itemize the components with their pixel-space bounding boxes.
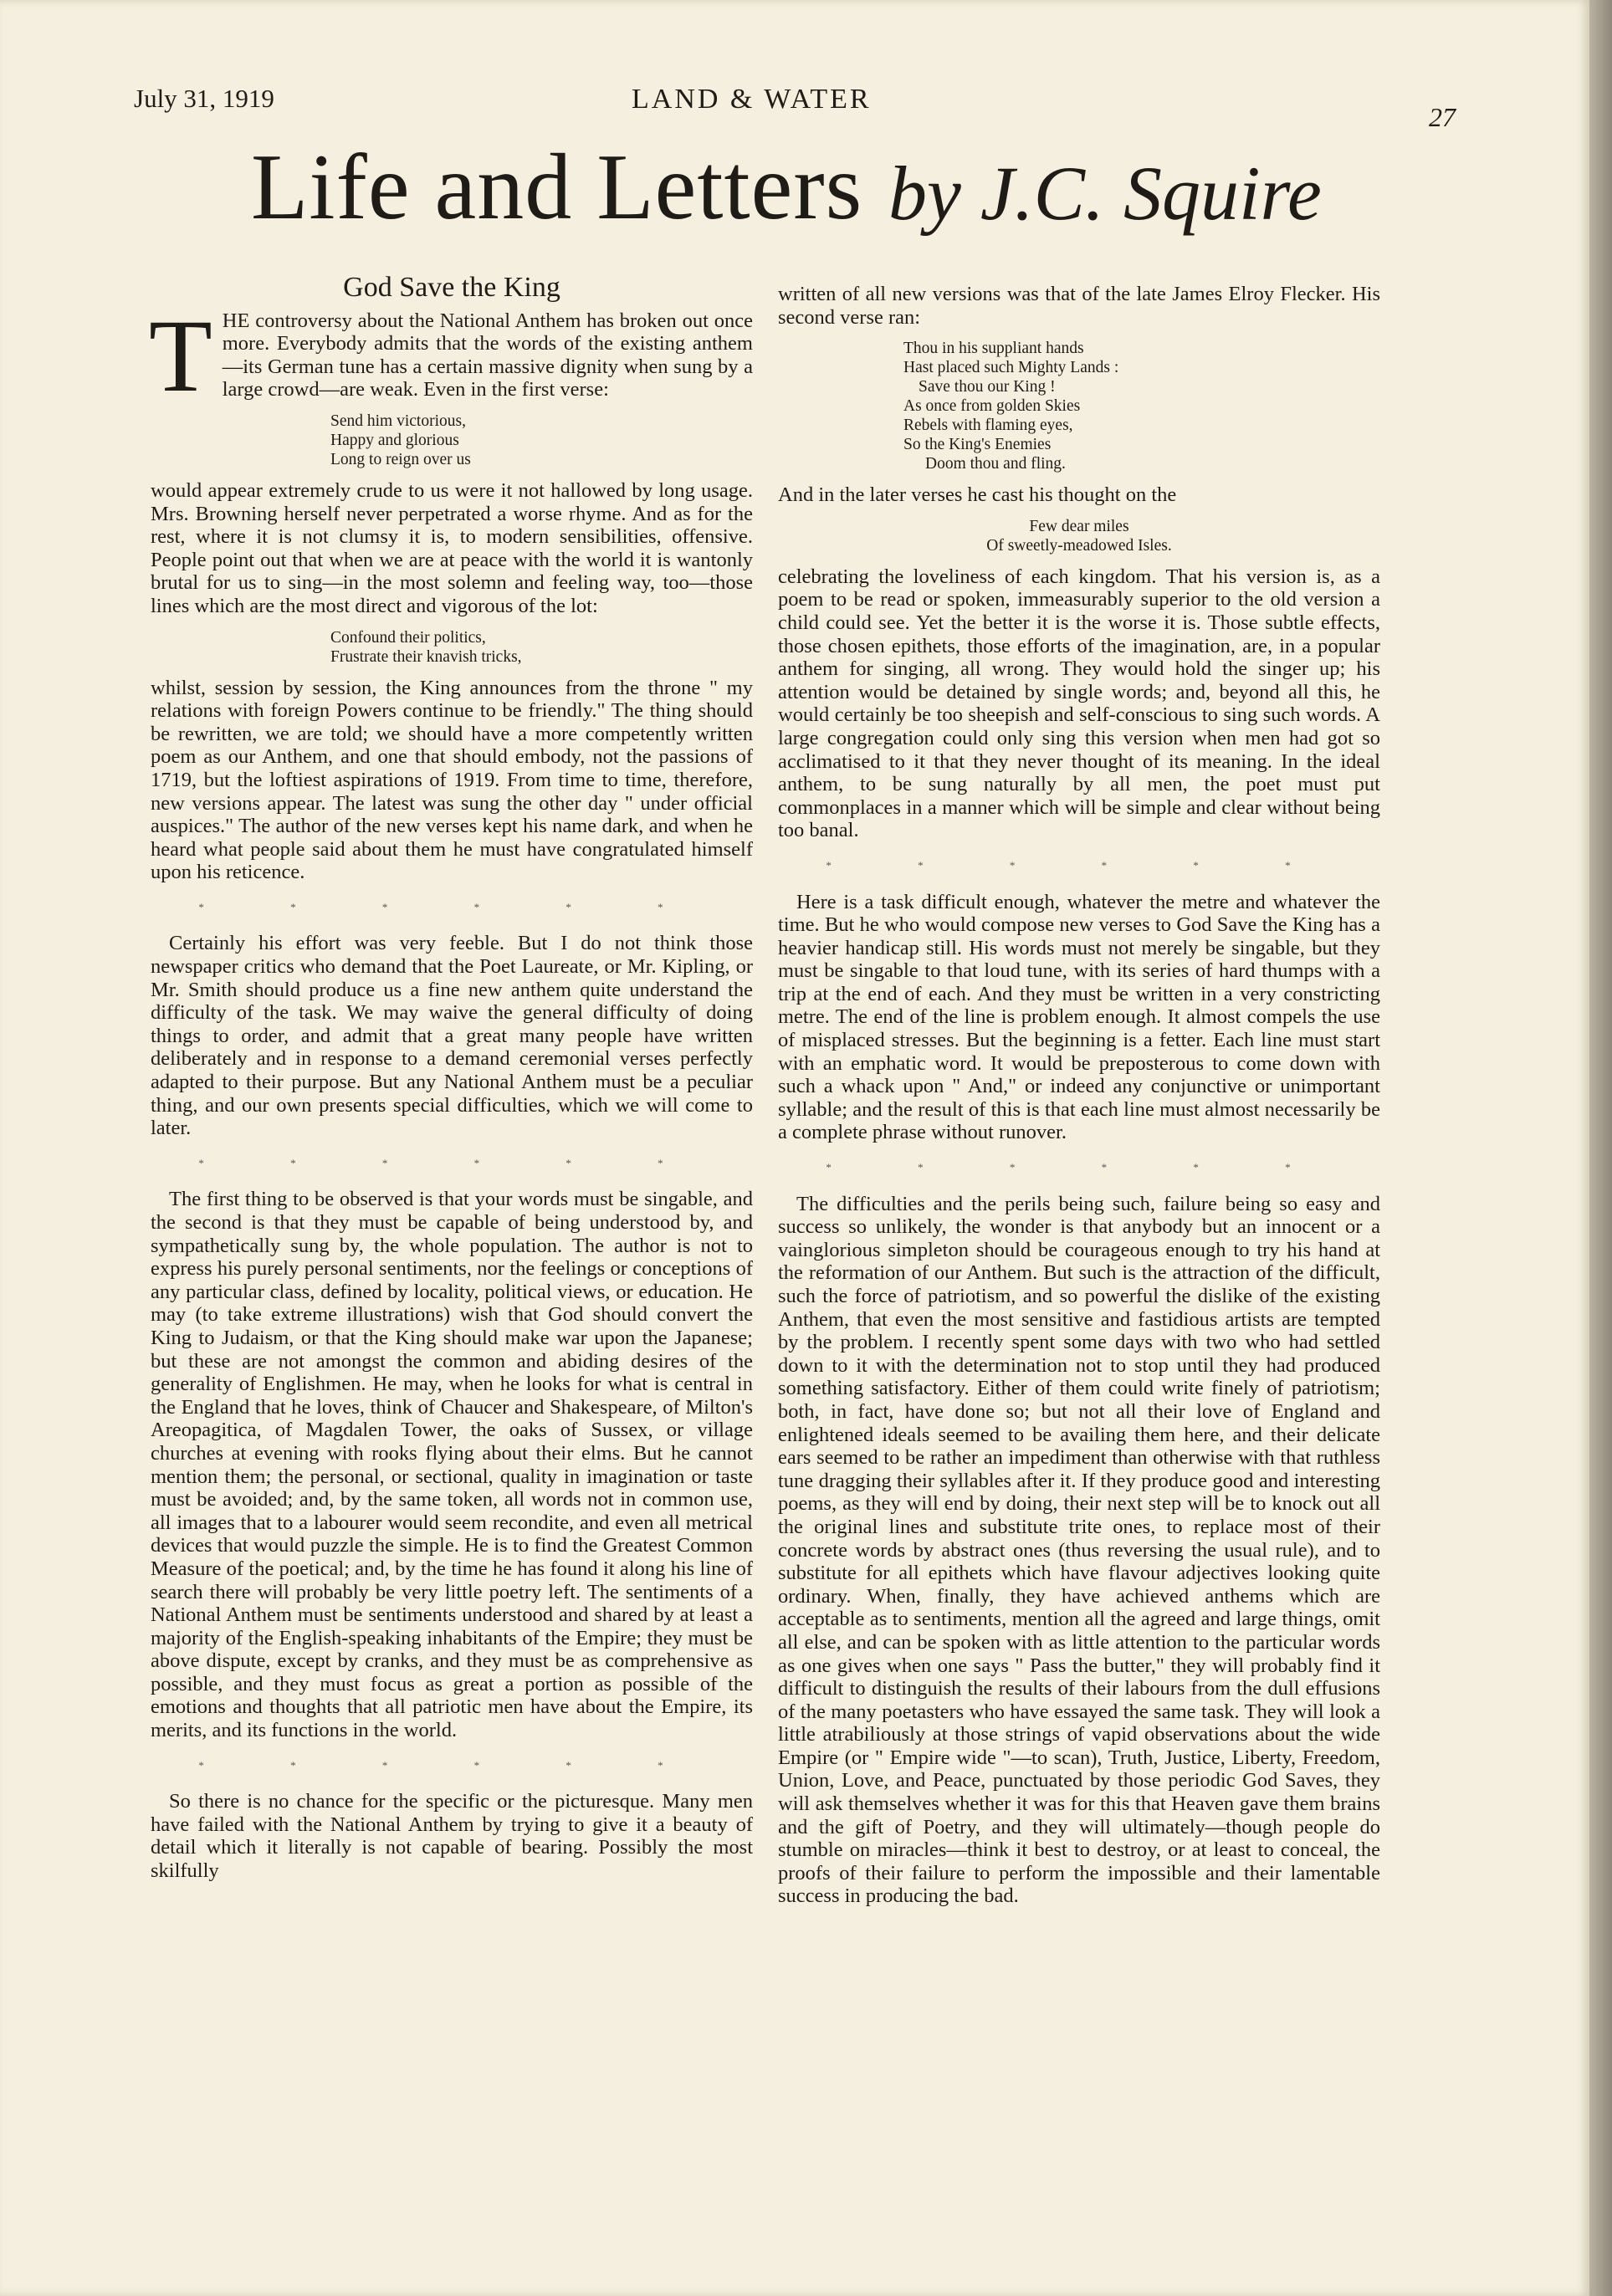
verse-quote [330, 628, 753, 667]
verse-quote [903, 339, 1380, 473]
author-byline: by J.C. Squire [888, 151, 1322, 236]
verse-line: Happy and glorious [330, 431, 459, 449]
paragraph: celebrating the loveliness of each kingdom. That his version is, as a poem to be read or spoken, immeasurably superior to the old version a child could see. Yet the better it is the worse it is. Those subtle effects, those chosen epithets, those efforts of the imagination, are, in a popular anthem for singing, all wrong. They would hold the singer up; his attention would be detained by single words; and, beyond all this, he would certainly be too sheepish and self-conscious to sing such words. A large congregation could only sing this version when men had got so acclimatised to it that they never thought of its meaning. In the ideal anthem, to be sung naturally by all men, the poet must put commonplaces in a manner which will be simple and clear without being too banal. [778, 565, 1380, 842]
verse-line: Thou in his suppliant hands [903, 340, 1084, 358]
paragraph: Here is a task difficult enough, whatever the metre and whatever the time. But he who would compose new verses to God Save the King has a heavier handicap still. His words must not merely be singable, but they must be singable to that loud tune, with its series of hard thumps with a trip at the end of each. And they must be written in a very constricting metre. The end of the line is problem enough. It almost compels the use of misplaced stresses. But the beginning is a fetter. Each line must start with an emphatic word. It would be preposterous to come down with such a whack upon " And," or indeed any conjunctive or unimportant syllable; and the result of this is that each line must almost necessarily be a complete phrase without runover. [778, 890, 1380, 1144]
paragraph: The difficulties and the perils being such, failure being so easy and success so unlikely, the wonder is that anybody but an innocent or a vainglorious simpleton should be courageous enough to try his hand at the reformation of our Anthem. But such is the attraction of the difficult, such the force of patriotism, and so powerful the dislike of the existing Anthem, that even the most sensitive and fastidious artists are tempted by the problem. I recently spent some days with two who had settled down to it with the determination not to stop until they had produced something satisfactory. Either of them could write finely of patriotism; both, in fact, have done so; but not all their love of England and enlightened ideals seemed to be availing them here, and their delicate ears seemed to be rather an impediment than otherwise with that ruthless tune dragging their syllables after it. If they produce good and interesting poems, as they will end by doing, their next step will be to knock out all the original lines and substitute trite ones, to replace most of their concrete words by abstract ones (thus reversing the usual rule), and to substitute for all epithets which have flavour adjectives looking quite ordinary. When, finally, they have achieved anthems which are acceptable as to sentiments, mention all the agreed and large things, omit all else, and can be spoken with as little attention to the particular words as one gives when one says " Pass the butter," they will probably find it difficult to distinguish the results of their labours from the dull effusions of the many poetasters who have essayed the same task. They will look a little atrabiliously at those strings of vapid observations about the wide Empire (or " Empire wide "—to scan), Truth, Justice, Liberty, Freedom, Union, Love, and Peace, punctuated by those periodic God Saves, they will ask themselves whether it was for this that Heaven gave them brains and the gift of Poetry, and they will ultimately—though people do stumble on miracles—think it best to destroy, or at least to conceal, the proofs of their failure to perform the impossible and their lamentable success in producing the bad. [778, 1192, 1380, 1908]
verse-line: Of sweetly-meadowed Isles. [986, 536, 1172, 555]
paragraph: And in the later verses he cast his thought on the [778, 483, 1177, 507]
paragraph-text: HE controversy about the National Anthem has broken out once more. Everybody admits that the words of the existing anthem—its German tune has a certain massive dignity when sung by a large crowd—are weak. Even in the first verse: [222, 309, 753, 401]
verse-line: Confound their politics, [330, 628, 486, 647]
section-divider: * * * * * * [826, 858, 1333, 872]
verse-line: Frustrate their knavish tricks, [330, 647, 522, 666]
page-edge [1589, 0, 1612, 2296]
paragraph: So there is no chance for the specific or the picturesque. Many men have failed with the National Anthem by trying to give it a beauty of detail which it literally is not capable of bearing. Possibly the most skilfully [151, 1790, 753, 1883]
right-column [778, 283, 1380, 1908]
paragraph: The first thing to be observed is that your words must be singable, and the second is that they must be capable of being understood by, and sympathetically sung by, the whole population. The author is not to express his purely personal sentiments, nor the feelings or conceptions of any particular class, defined by locality, political views, or education. He may (to take extreme illustrations) wish that God should convert the King to Judaism, or that the King should make war upon the Japanese; but these are not amongst the common and abiding desires of the generality of Englishmen. He may, when he looks for what is central in the England that he loves, think of Chaucer and Shakespeare, of Milton's Areopagitica, of Magdalen Tower, the oaks of Sussex, or village churches at evening with rooks flying about their elms. But he cannot mention them; the personal, or sectional, quality in imagination or taste must be avoided; and, by the same token, all words not in common use, all images that to a labourer would seem recondite, and even all metrical devices that would puzzle the simple. He is to find the Greatest Common Measure of the poetical; and, by the time he has found it along his line of search there will probably be very little poetry left. The sentiments of a National Anthem must be sentiments understood and shared by at least a majority of the English-speaking inhabitants of the Empire; they must be above dispute, except by cranks, and they must be as comprehensive as possible, and they must focus as great a portion as possible of the emotions and thoughts that all patriotic men have about the Empire, its merits, and its functions in the world. [151, 1188, 753, 1742]
paragraph: Certainly his effort was very feeble. But I do not think those newspaper critics who demand that the Poet Laureate, or Mr. Kipling, or Mr. Smith should produce us a fine new anthem quite understand the difficulty of the task. We may waive the general difficulty of doing things to order, and admit that a great many people have written deliberately and in response to a demand ceremonial verses perfectly adapted to their purpose. But any National Anthem must be a peculiar thing, and our own presents special difficulties, which we will come to later. [151, 932, 753, 1140]
verse-line: Rebels with flaming eyes, [903, 417, 1073, 435]
paragraph: written of all new versions was that of the late James Elroy Flecker. His second verse ran: [778, 283, 1380, 329]
verse-quote [330, 412, 753, 469]
verse-quote [778, 517, 1380, 555]
verse-line: Long to reign over us [330, 450, 471, 468]
paragraph: would appear extremely crude to us were it not hallowed by long usage. Mrs. Browning herself never perpetrated a worse rhyme. And as for the rest, where it is not clumsy it is, to modern sensibilities, offensive. People point out that when we are at peace with the world it is wantonly brutal for us to sing—in the most solemn and feeling way, too—those lines which are the most direct and vigorous of the lot: [151, 478, 753, 617]
verse-line: Hast placed such Mighty Lands : [903, 359, 1119, 377]
page-number: 27 [1429, 102, 1456, 132]
page-title: Life and Letters [251, 136, 863, 239]
verse-line: Doom thou and fling. [925, 455, 1066, 473]
verse-line: Send him victorious, [330, 412, 466, 430]
verse-line: Few dear miles [1029, 517, 1129, 535]
issue-date: July 31, 1919 [134, 84, 274, 113]
paragraph: whilst, session by session, the King announces from the throne " my relations with foreign Powers continue to be friendly." The thing should be rewritten, we are told; we should have a more competently written poem as our Anthem, and one that should embody, not the passions of 1719, but the loftiest aspirations of 1919. From time to time, therefore, new versions appear. The latest was sung the other day " under official auspices." The author of the new verses kept his name dark, and when he heard what people said about them he must have congratulated himself upon his reticence. [151, 676, 753, 884]
verse-line: As once from golden Skies [903, 397, 1081, 416]
section-divider: * * * * * * [198, 900, 705, 913]
magazine-name: LAND & WATER [632, 84, 872, 115]
opening-paragraph [149, 298, 753, 413]
left-column [149, 272, 753, 1883]
verse-line: So the King's Enemies [903, 436, 1052, 454]
section-divider: * * * * * * [198, 1156, 705, 1169]
page-header [134, 84, 1456, 134]
section-divider: * * * * * * [198, 1758, 705, 1772]
section-title: God Save the King [343, 272, 560, 303]
drop-cap: T [149, 298, 212, 413]
verse-line: Save thou our King ! [919, 378, 1056, 396]
section-divider: * * * * * * [826, 1161, 1333, 1174]
